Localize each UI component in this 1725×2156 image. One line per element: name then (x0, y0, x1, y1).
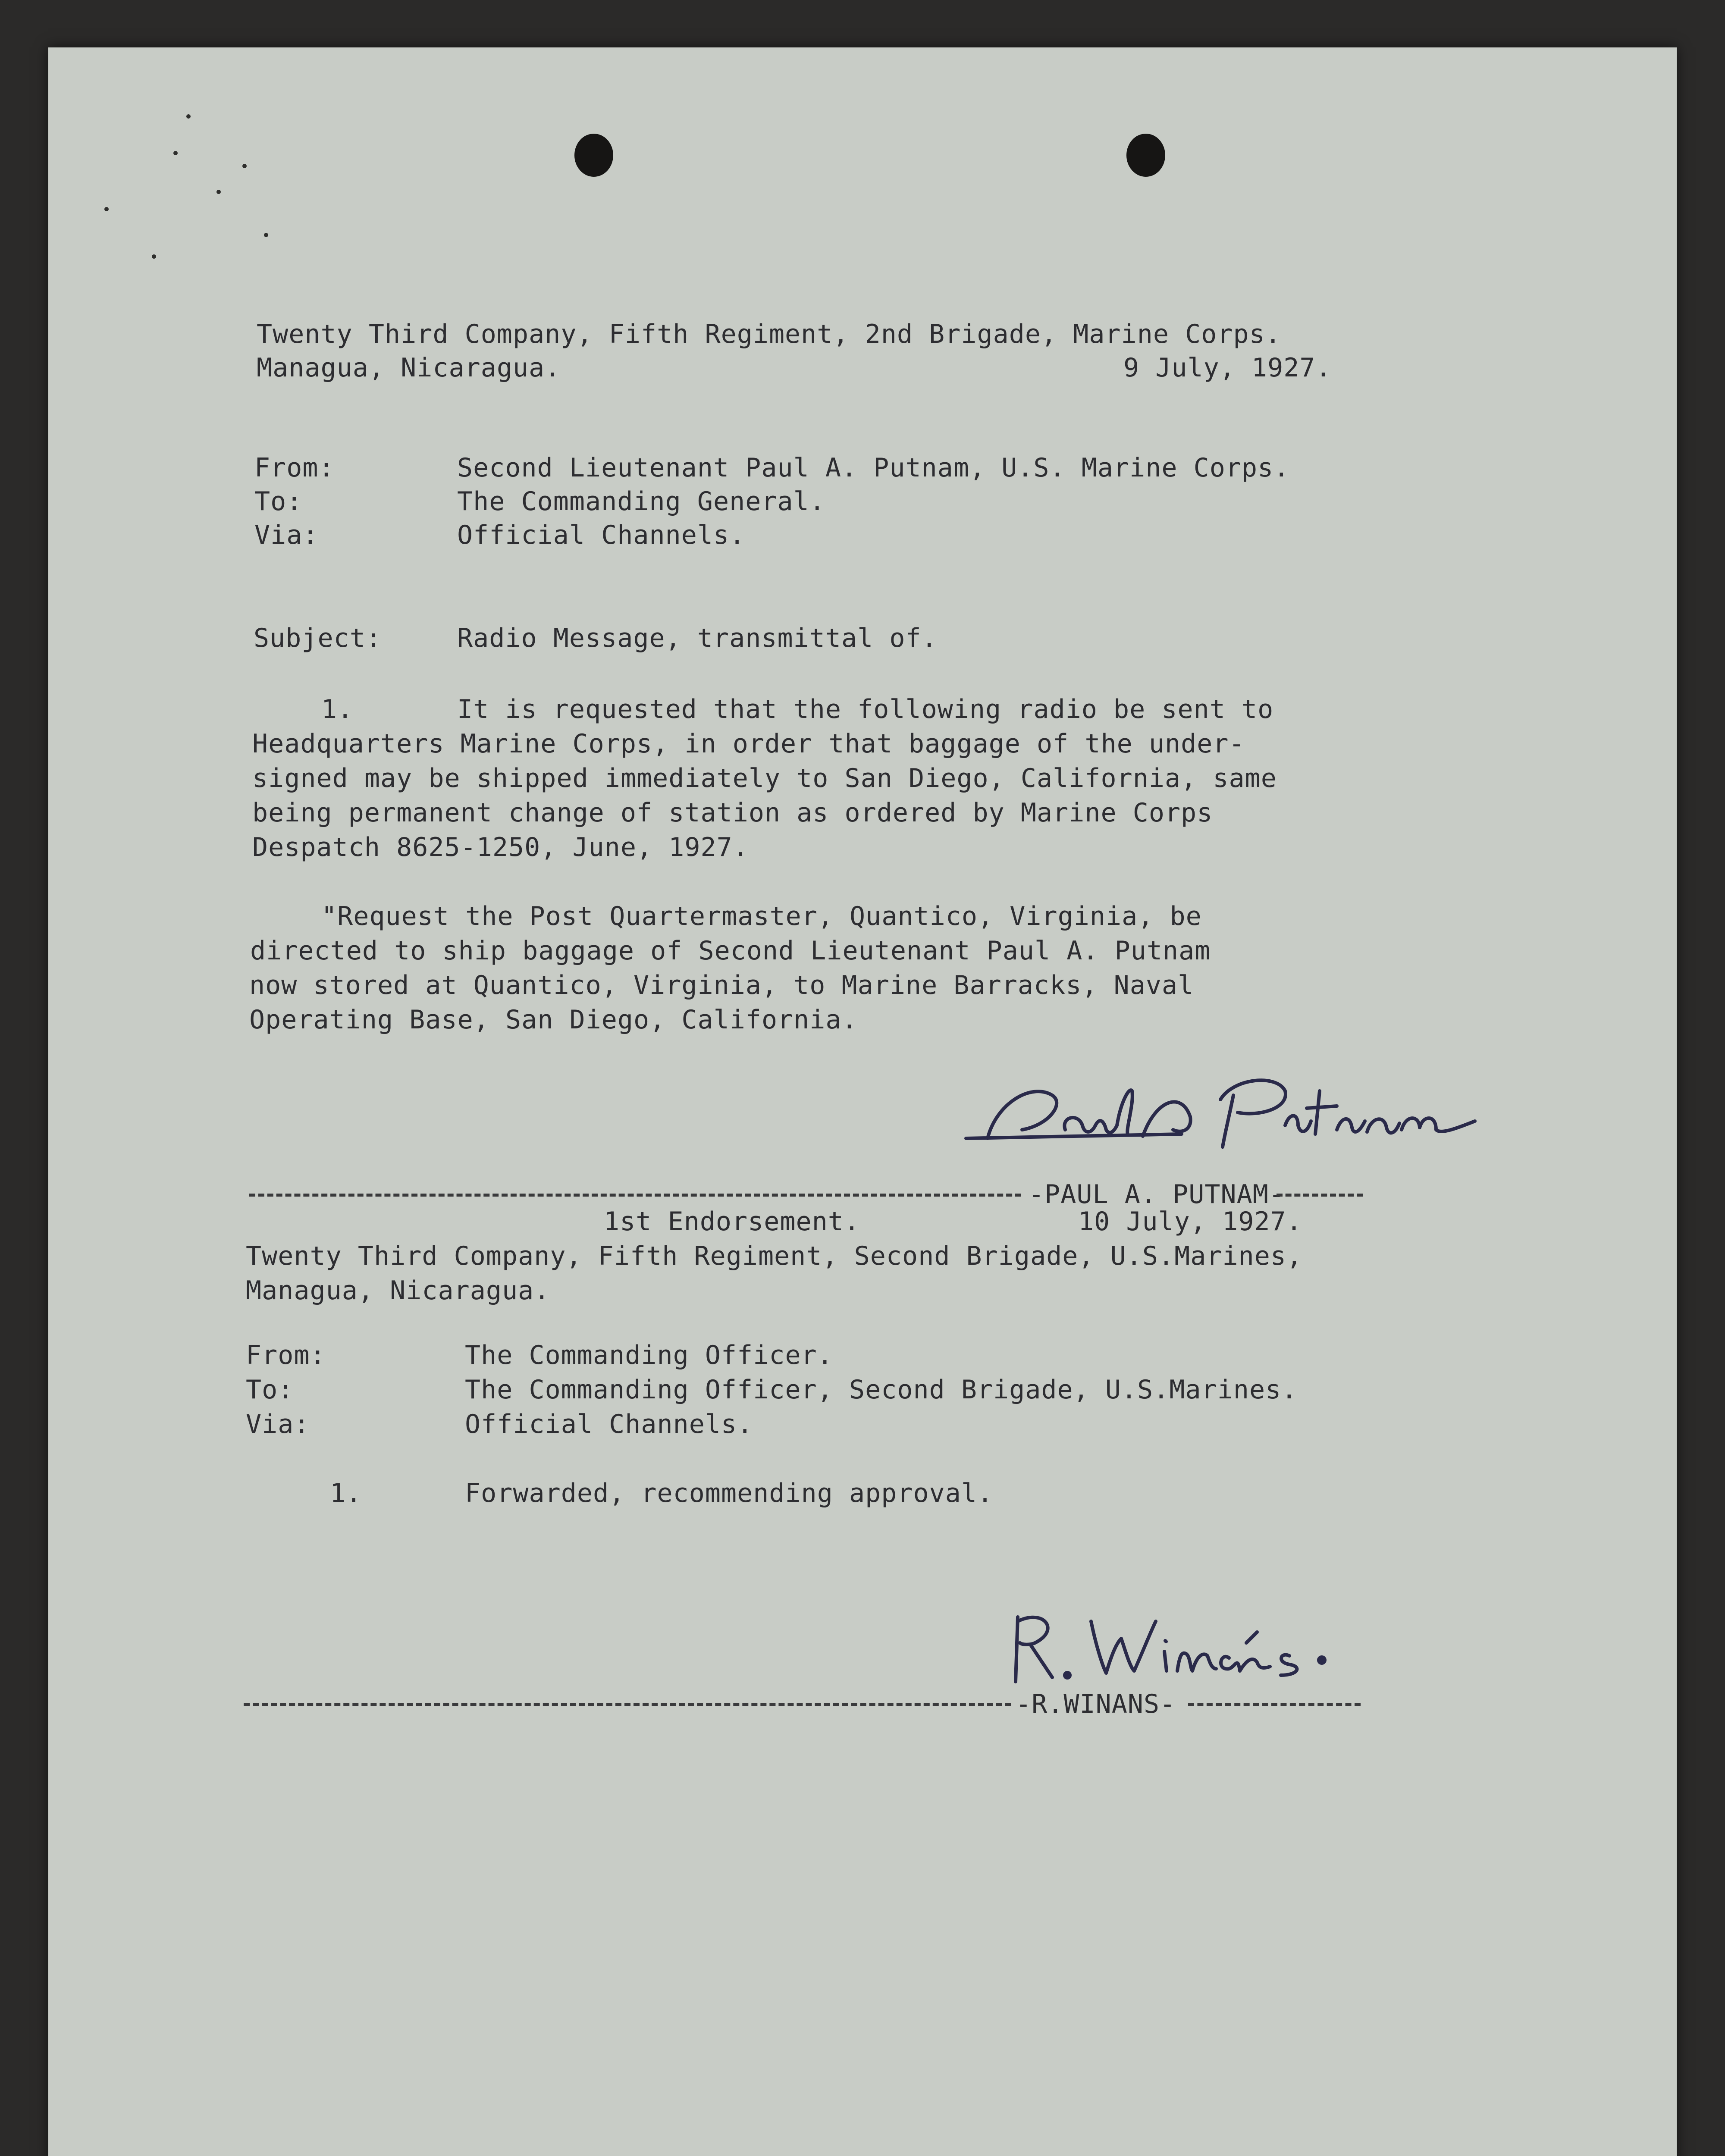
signature-putnam (957, 1065, 1492, 1169)
endorsement-paragraph-number: 1. (330, 1478, 362, 1508)
via-label: Via: (254, 520, 319, 550)
ink-speck (264, 233, 268, 237)
ink-speck (104, 207, 109, 211)
to-value: The Commanding General. (457, 486, 825, 517)
dashed-rule (249, 1194, 1021, 1197)
ink-speck (152, 254, 156, 259)
dashed-rule (1188, 1703, 1361, 1706)
endorsement-paragraph-text: Forwarded, recommending approval. (465, 1478, 994, 1508)
ink-speck (216, 190, 221, 194)
endorsement-from-label: From: (246, 1340, 326, 1370)
paragraph-number: 1. (321, 694, 354, 724)
via-value: Official Channels. (457, 520, 746, 550)
typed-signature-putnam: -PAUL A. PUTNAM- (1029, 1179, 1285, 1210)
subject-value: Radio Message, transmittal of. (457, 623, 938, 653)
punch-hole (574, 134, 613, 177)
paragraph-line: It is requested that the following radio be sent to (457, 694, 1274, 724)
from-value: Second Lieutenant Paul A. Putnam, U.S. Marine Corps. (457, 453, 1290, 483)
dashed-rule (1276, 1194, 1363, 1197)
paragraph-line: Headquarters Marine Corps, in order that baggage of the under- (252, 729, 1245, 759)
ink-speck (186, 114, 191, 119)
endorsement-line: Managua, Nicaragua. (246, 1275, 550, 1306)
header-date: 9 July, 1927. (1123, 353, 1332, 383)
endorsement-to-value: The Commanding Officer, Second Brigade, U.S.Marines. (465, 1375, 1298, 1405)
typed-signature-winans: -R.WINANS- (1016, 1689, 1176, 1719)
paragraph-line: being permanent change of station as ordered by Marine Corps (252, 798, 1213, 828)
header-place: Managua, Nicaragua. (257, 353, 561, 383)
to-label: To: (254, 486, 303, 517)
quote-line: directed to ship baggage of Second Lieutenant Paul A. Putnam (250, 936, 1211, 966)
endorsement-date: 10 July, 1927. (1078, 1206, 1302, 1237)
endorsement-from-value: The Commanding Officer. (465, 1340, 833, 1370)
quote-line: Operating Base, San Diego, California. (249, 1005, 858, 1035)
endorsement-via-value: Official Channels. (465, 1409, 753, 1439)
endorsement-title: 1st Endorsement. (604, 1206, 860, 1237)
quote-line: now stored at Quantico, Virginia, to Marine Barracks, Naval (249, 970, 1194, 1000)
subject-label: Subject: (254, 623, 382, 653)
endorsement-to-label: To: (246, 1375, 294, 1405)
dashed-rule (244, 1703, 1011, 1706)
quote-line: "Request the Post Quartermaster, Quantico, Virginia, be (321, 901, 1202, 931)
ink-speck (173, 151, 178, 155)
endorsement-line: Twenty Third Company, Fifth Regiment, Second Brigade, U.S.Marines, (246, 1241, 1303, 1271)
from-label: From: (254, 453, 335, 483)
punch-hole (1126, 134, 1165, 177)
paragraph-line: Despatch 8625-1250, June, 1927. (252, 832, 749, 862)
paragraph-line: signed may be shipped immediately to San Diego, California, same (252, 763, 1277, 793)
ink-speck (242, 164, 247, 168)
header-line: Twenty Third Company, Fifth Regiment, 2nd Brigade, Marine Corps. (257, 319, 1281, 349)
endorsement-via-label: Via: (246, 1409, 310, 1439)
signature-winans (1005, 1591, 1384, 1695)
